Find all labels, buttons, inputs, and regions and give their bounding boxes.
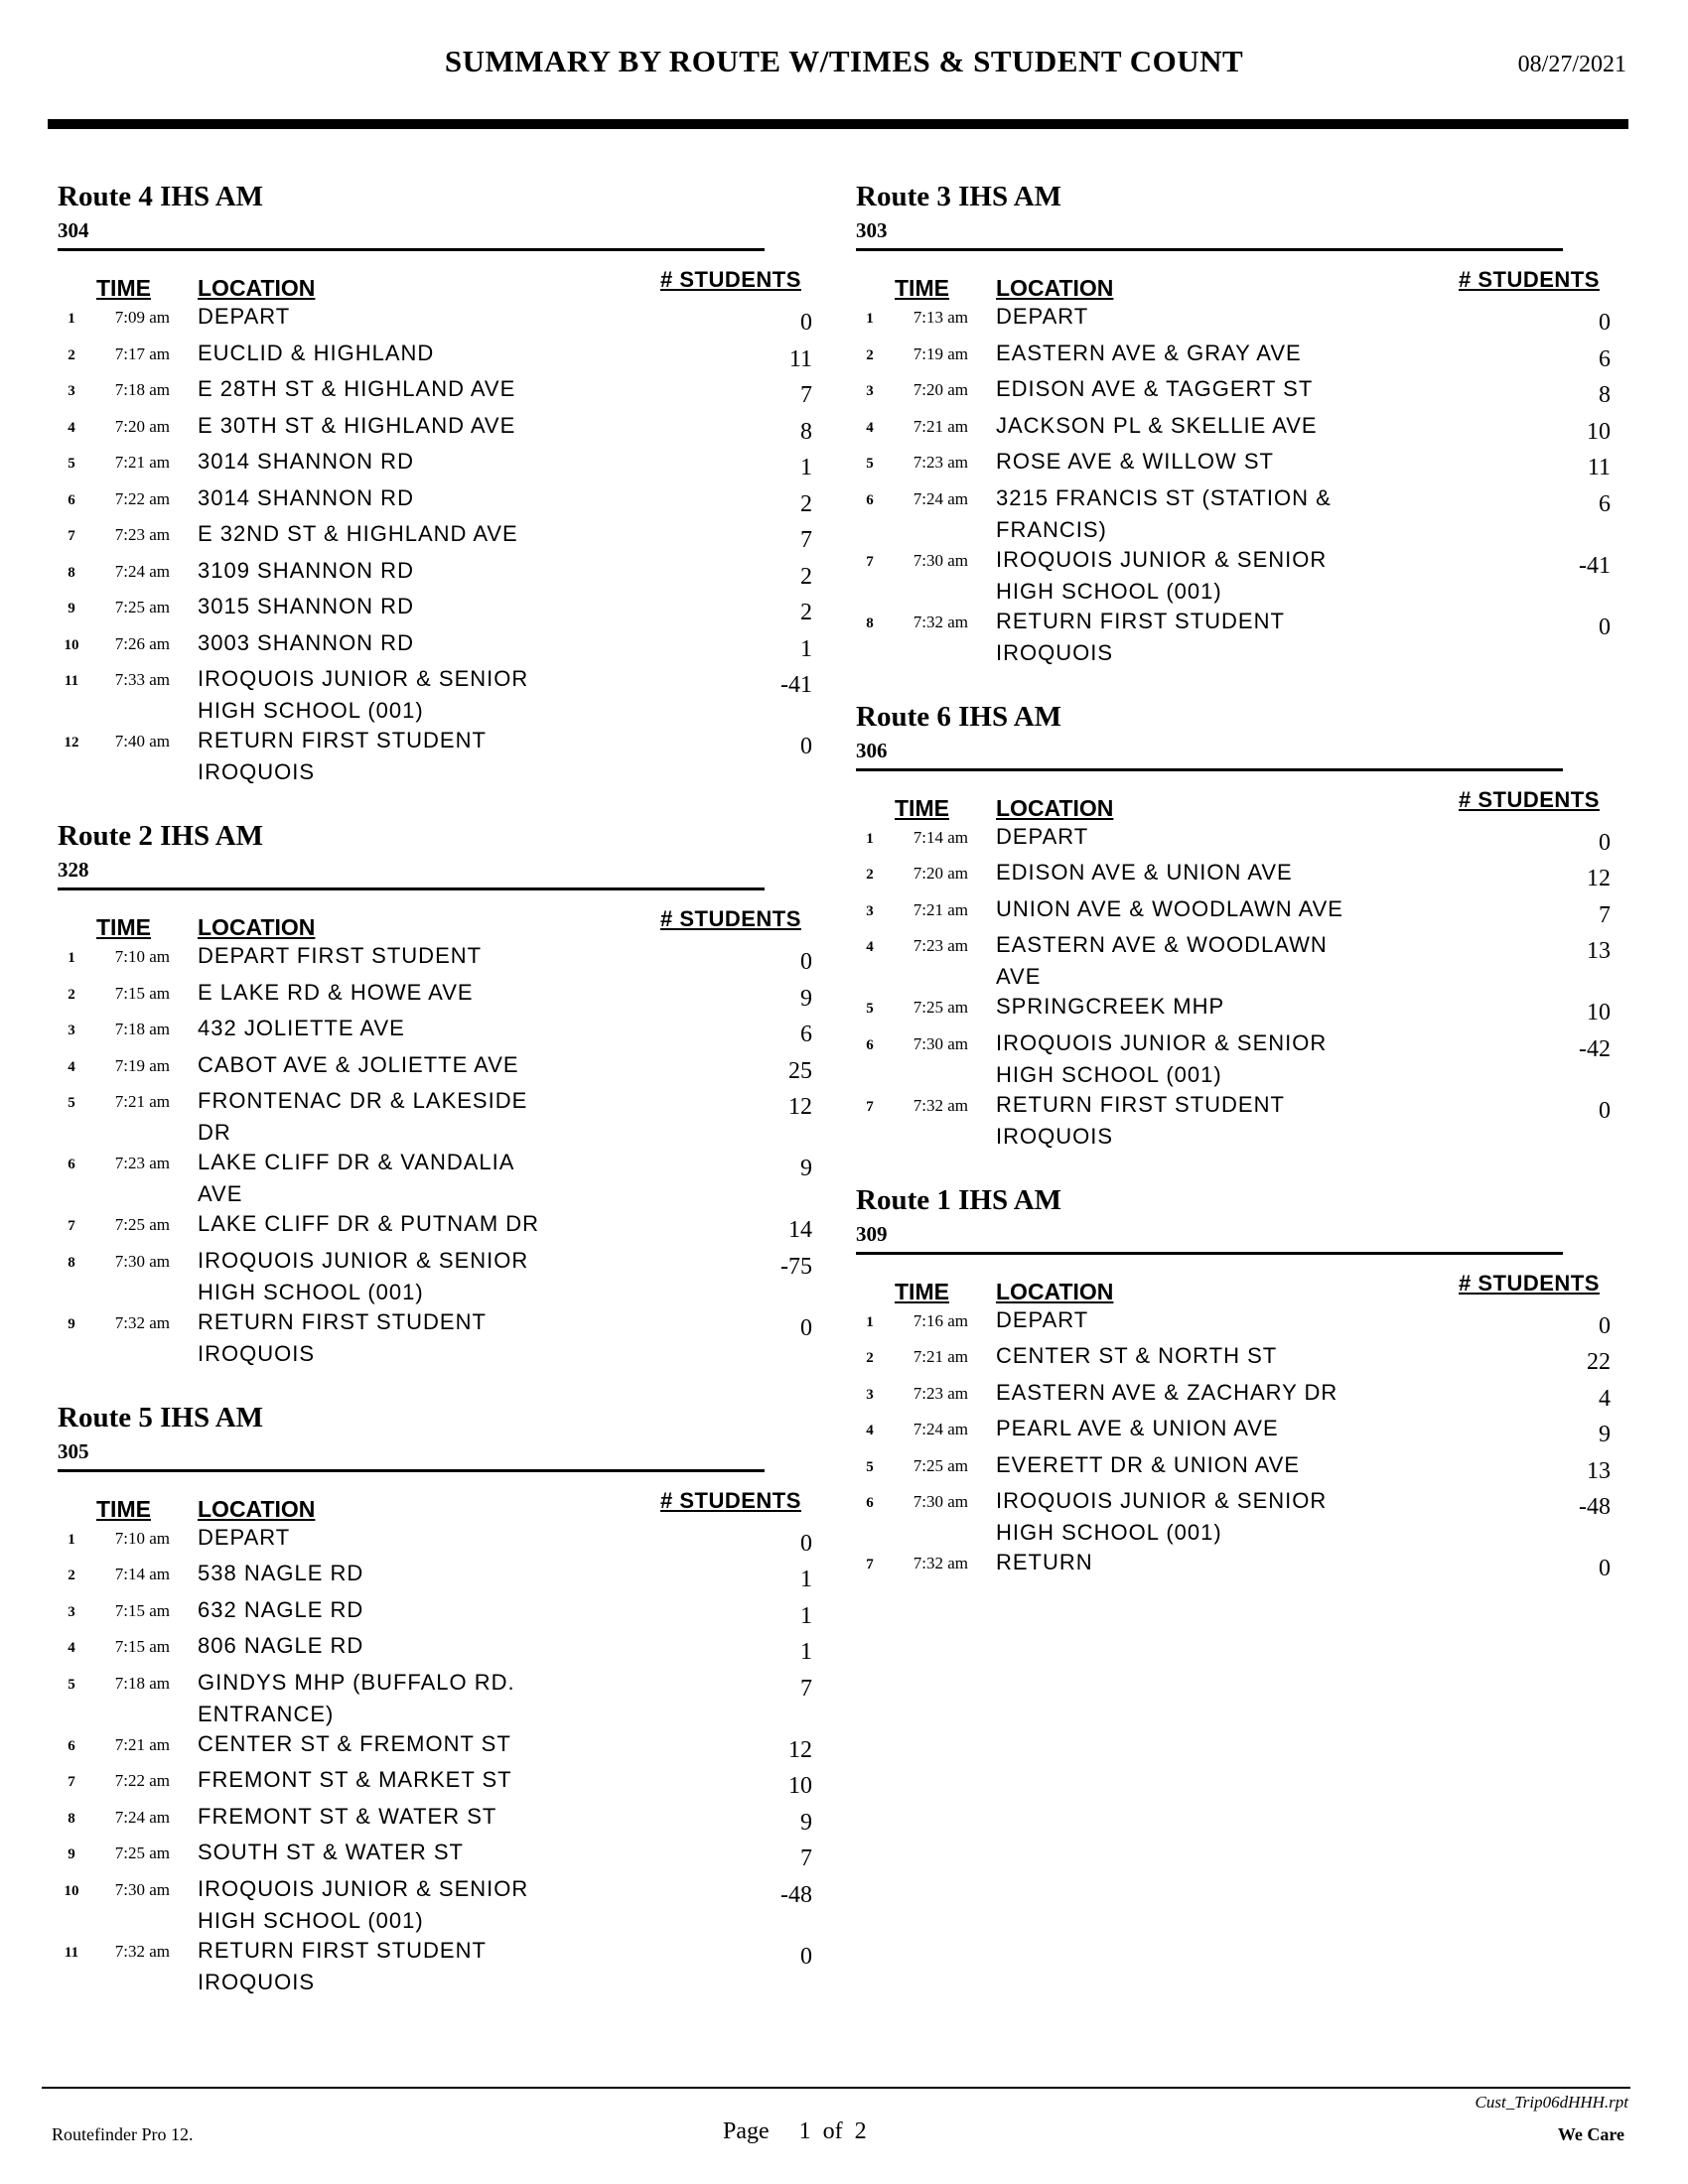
stop-location: EDISON AVE & TAGGERT ST [996, 376, 1314, 401]
stop-students: -42 [1579, 1035, 1611, 1062]
stop-time: 7:15 am [114, 1600, 170, 1620]
stop-time: 7:24 am [114, 1807, 170, 1827]
stop-index: 7 [866, 1098, 874, 1115]
stop-index: 4 [866, 419, 874, 436]
stop-location: EVERETT DR & UNION AVE [996, 1451, 1301, 1477]
stop-index: 7 [866, 1557, 874, 1572]
stop-index: 3 [68, 1023, 75, 1038]
stop-location: FREMONT ST & WATER ST [198, 1803, 497, 1829]
stop-location: LAKE CLIFF DR & VANDALIA AVE [198, 1150, 514, 1206]
stop-location: 432 JOLIETTE AVE [198, 1016, 405, 1040]
route-section [856, 177, 1611, 673]
stop-students: 2 [800, 563, 812, 590]
stop-students: 7 [800, 527, 812, 553]
location-column-header: LOCATION [198, 914, 316, 940]
stop-location: IROQUOIS JUNIOR & SENIOR HIGH SCHOOL (001) [996, 546, 1328, 604]
stop-students: 0 [800, 1314, 812, 1341]
stop-index: 6 [866, 1036, 874, 1053]
stop-students: 1 [800, 1639, 812, 1665]
footer-divider [42, 2087, 1630, 2089]
route-section [58, 177, 812, 792]
stop-location: 3215 FRANCIS ST (STATION & FRANCIS) [996, 484, 1332, 542]
page-indicator: Page 1 of 2 [723, 2118, 867, 2144]
stop-list [58, 1524, 812, 2002]
stop-location: SPRINGCREEK MHP [996, 994, 1225, 1019]
stop-time: 7:19 am [114, 1055, 170, 1075]
stop-students: 12 [788, 1094, 812, 1120]
stop-location: JACKSON PL & SKELLIE AVE [996, 412, 1318, 438]
stop-index: 2 [866, 346, 874, 363]
stop-list [58, 943, 812, 1374]
stop-students: 6 [800, 1022, 812, 1047]
stop-students: 0 [800, 1943, 812, 1970]
table-header [58, 890, 812, 946]
stop-index: 3 [866, 383, 874, 399]
stop-time: 7:33 am [114, 670, 170, 689]
stop-index: 2 [68, 1568, 75, 1583]
stop-location: 3014 SHANNON RD [198, 449, 414, 474]
stop-index: 5 [866, 1458, 874, 1475]
stop-time: 7:25 am [913, 1455, 968, 1475]
students-column-header: # STUDENTS [1459, 1270, 1600, 1296]
stop-index: 9 [68, 1315, 75, 1332]
stop-location: RETURN FIRST STUDENT IROQUOIS [198, 1308, 487, 1366]
route-section [58, 1398, 812, 2002]
stop-students: 10 [1587, 1000, 1611, 1025]
stop-row [58, 1150, 812, 1214]
stop-students: 25 [788, 1057, 812, 1084]
stop-location: DEPART [996, 1306, 1089, 1332]
stop-students: 0 [800, 310, 812, 336]
stop-location: DEPART FIRST STUDENT [198, 943, 483, 968]
stop-index: 6 [866, 1495, 874, 1511]
stop-location: EDISON AVE & UNION AVE [996, 860, 1293, 885]
stop-time: 7:21 am [913, 1347, 968, 1366]
stop-time: 7:40 am [114, 732, 170, 751]
stop-index: 5 [68, 456, 75, 472]
stop-location: E 28TH ST & HIGHLAND AVE [198, 376, 516, 401]
stop-location: 3003 SHANNON RD [198, 629, 414, 655]
stop-index: 6 [866, 491, 874, 508]
stop-index: 4 [866, 939, 874, 955]
stop-index: 11 [64, 1944, 79, 1961]
stop-location: DEPART [198, 1524, 291, 1550]
stop-row [856, 1091, 1611, 1157]
stop-students: 10 [1587, 418, 1611, 445]
stop-time: 7:25 am [913, 998, 968, 1017]
stop-students: 7 [800, 382, 812, 408]
stop-time: 7:09 am [114, 308, 170, 327]
stop-students: -48 [780, 1881, 812, 1908]
stop-index: 10 [64, 1882, 79, 1899]
time-column-header: TIME [895, 275, 949, 301]
stop-row [856, 546, 1611, 612]
stop-location: RETURN FIRST STUDENT IROQUOIS [996, 608, 1285, 665]
stop-time: 7:10 am [114, 947, 170, 966]
stop-location: DEPART [198, 304, 291, 329]
stop-time: 7:30 am [913, 550, 968, 570]
stop-students: 12 [1587, 866, 1611, 891]
stop-location: RETURN FIRST STUDENT IROQUOIS [198, 728, 487, 784]
stop-students: 0 [1599, 829, 1611, 856]
stop-time: 7:23 am [913, 936, 968, 955]
stop-index: 2 [866, 867, 874, 883]
route-number: 309 [856, 1221, 888, 1246]
organization-name: We Care [1557, 2124, 1624, 2144]
stop-time: 7:30 am [913, 1033, 968, 1053]
stop-row [58, 1088, 812, 1153]
stop-time: 7:21 am [913, 416, 968, 436]
stop-students: 10 [788, 1773, 812, 1799]
stop-index: 4 [68, 419, 75, 436]
stop-students: 4 [1599, 1385, 1611, 1412]
stop-time: 7:14 am [114, 1565, 170, 1583]
stop-location: RETURN [996, 1550, 1093, 1574]
stop-location: 3014 SHANNON RD [198, 484, 414, 510]
stop-students: 7 [1599, 901, 1611, 928]
time-column-header: TIME [895, 794, 949, 821]
stop-time: 7:18 am [114, 1020, 170, 1038]
students-column-header: # STUDENTS [660, 1487, 801, 1513]
students-column-header: # STUDENTS [1459, 267, 1600, 292]
stop-students: 0 [1599, 614, 1611, 640]
stop-time: 7:25 am [114, 598, 170, 616]
stop-time: 7:13 am [913, 308, 968, 327]
stop-location: EASTERN AVE & WOODLAWN AVE [996, 932, 1328, 989]
stop-index: 6 [68, 491, 75, 508]
stop-list [856, 304, 1611, 673]
stop-index: 6 [68, 1157, 75, 1172]
stop-list [58, 304, 812, 792]
stop-time: 7:21 am [114, 453, 170, 472]
stop-time: 7:20 am [913, 864, 968, 883]
stop-students: -41 [780, 672, 812, 698]
stop-index: 7 [68, 528, 75, 544]
stop-students: 9 [800, 1809, 812, 1836]
stop-index: 3 [866, 1386, 874, 1403]
route-section [58, 816, 812, 1374]
right-column [856, 177, 1611, 1613]
stop-row [58, 728, 812, 792]
stop-location: CABOT AVE & JOLIETTE AVE [198, 1051, 519, 1077]
stop-students: 9 [1599, 1422, 1611, 1447]
stop-time: 7:23 am [114, 525, 170, 544]
route-number: 303 [856, 218, 888, 242]
table-header [856, 251, 1611, 307]
students-column-header: # STUDENTS [660, 267, 801, 292]
stop-time: 7:24 am [913, 1420, 968, 1438]
stop-time: 7:18 am [114, 380, 170, 399]
stop-location: FREMONT ST & MARKET ST [198, 1767, 512, 1792]
stop-students: 7 [800, 1675, 812, 1702]
stop-students: 0 [1599, 310, 1611, 336]
stop-index: 8 [68, 1810, 75, 1827]
time-column-header: TIME [96, 1495, 151, 1522]
stop-time: 7:14 am [913, 827, 968, 847]
stop-time: 7:24 am [114, 561, 170, 581]
stop-location: 3109 SHANNON RD [198, 557, 414, 583]
stop-time: 7:17 am [114, 343, 170, 363]
report-title: SUMMARY BY ROUTE W/TIMES & STUDENT COUNT [444, 44, 1244, 78]
stop-row [856, 484, 1611, 550]
stop-location: FRONTENAC DR & LAKESIDE DR [198, 1088, 528, 1145]
stop-time: 7:21 am [114, 1734, 170, 1754]
stop-index: 9 [68, 601, 75, 616]
stop-location: 632 NAGLE RD [198, 1596, 364, 1622]
stop-index: 11 [64, 673, 79, 689]
stop-index: 8 [68, 564, 75, 581]
stop-index: 3 [866, 902, 874, 919]
stop-students: 9 [800, 985, 812, 1012]
stop-index: 7 [68, 1774, 75, 1790]
time-column-header: TIME [96, 275, 151, 301]
stop-time: 7:32 am [913, 612, 968, 631]
stop-time: 7:32 am [913, 1554, 968, 1572]
stop-location: CENTER ST & FREMONT ST [198, 1730, 511, 1756]
stop-time: 7:19 am [913, 343, 968, 363]
stop-row [856, 1029, 1611, 1095]
stop-row [856, 932, 1611, 997]
stop-index: 3 [68, 1603, 75, 1620]
route-section [856, 697, 1611, 1157]
stop-index: 8 [866, 614, 874, 631]
stop-time: 7:26 am [114, 633, 170, 653]
stop-time: 7:22 am [114, 1771, 170, 1790]
stop-students: 8 [800, 418, 812, 445]
route-number: 304 [58, 218, 89, 242]
table-header [856, 771, 1611, 827]
stop-students: 6 [1599, 345, 1611, 372]
stop-time: 7:23 am [114, 1154, 170, 1172]
location-column-header: LOCATION [996, 275, 1114, 301]
stop-row [856, 1488, 1611, 1553]
stop-students: 14 [788, 1217, 812, 1243]
stop-students: 9 [800, 1156, 812, 1181]
stop-location: EUCLID & HIGHLAND [198, 340, 435, 365]
stop-location: E 32ND ST & HIGHLAND AVE [198, 521, 518, 546]
stop-location: RETURN FIRST STUDENT IROQUOIS [996, 1091, 1285, 1149]
stop-students: 0 [800, 1530, 812, 1557]
stop-location: LAKE CLIFF DR & PUTNAM DR [198, 1211, 540, 1236]
route-title: Route 3 IHS AM [856, 181, 1062, 212]
stop-time: 7:30 am [913, 1492, 968, 1511]
stop-students: -75 [780, 1253, 812, 1280]
stop-index: 5 [866, 1001, 874, 1017]
stop-row [58, 666, 812, 731]
location-column-header: LOCATION [996, 794, 1114, 821]
stop-students: 13 [1587, 938, 1611, 964]
stop-location: IROQUOIS JUNIOR & SENIOR HIGH SCHOOL (001) [198, 666, 529, 723]
stop-time: 7:25 am [114, 1215, 170, 1234]
stop-index: 12 [64, 735, 79, 751]
stop-index: 2 [68, 346, 75, 363]
stop-students: 22 [1587, 1349, 1611, 1375]
stop-list [856, 823, 1611, 1157]
stop-time: 7:21 am [114, 1092, 170, 1111]
stop-location: IROQUOIS JUNIOR & SENIOR HIGH SCHOOL (001) [996, 1029, 1328, 1087]
stop-students: 11 [1587, 455, 1611, 480]
stop-time: 7:15 am [114, 1637, 170, 1656]
stop-students: 2 [800, 490, 812, 517]
stop-time: 7:23 am [913, 1383, 968, 1403]
stop-location: SOUTH ST & WATER ST [198, 1840, 464, 1864]
stop-row [856, 1550, 1611, 1589]
stop-location: 806 NAGLE RD [198, 1633, 364, 1658]
students-column-header: # STUDENTS [660, 906, 801, 931]
stop-location: 3015 SHANNON RD [198, 594, 414, 618]
stop-time: 7:21 am [913, 899, 968, 919]
location-column-header: LOCATION [198, 275, 316, 301]
stop-index: 4 [866, 1423, 874, 1438]
stop-row [58, 1247, 812, 1312]
stop-index: 10 [64, 636, 79, 653]
stop-location: EASTERN AVE & ZACHARY DR [996, 1379, 1338, 1405]
table-header [856, 1255, 1611, 1310]
stop-location: GINDYS MHP (BUFFALO RD. ENTRANCE) [198, 1669, 515, 1726]
stop-students: 0 [1599, 1556, 1611, 1581]
stop-time: 7:18 am [114, 1673, 170, 1693]
stop-students: 1 [800, 455, 812, 480]
stop-students: -41 [1579, 552, 1611, 579]
route-title: Route 4 IHS AM [58, 181, 264, 212]
stop-students: 1 [800, 1567, 812, 1592]
route-number: 306 [856, 738, 888, 762]
software-name: Routefinder Pro 12. [52, 2124, 194, 2144]
stop-location: ROSE AVE & WILLOW ST [996, 449, 1274, 474]
stop-index: 8 [68, 1254, 75, 1271]
stop-students: 8 [1599, 382, 1611, 408]
stop-time: 7:20 am [114, 416, 170, 436]
stop-time: 7:32 am [114, 1312, 170, 1332]
stop-row [58, 1937, 812, 2002]
stop-students: 0 [800, 949, 812, 975]
stop-index: 7 [866, 553, 874, 570]
stop-index: 4 [68, 1058, 75, 1075]
route-number: 328 [58, 858, 89, 882]
stop-index: 5 [68, 1676, 75, 1693]
stop-location: DEPART [996, 823, 1089, 849]
time-column-header: TIME [96, 914, 151, 940]
stop-students: 2 [800, 600, 812, 625]
stop-students: 1 [800, 1602, 812, 1629]
report-date: 08/27/2021 [1517, 52, 1626, 77]
stop-index: 2 [68, 986, 75, 1003]
stop-index: 1 [68, 311, 75, 327]
stop-time: 7:24 am [913, 488, 968, 508]
table-header [58, 251, 812, 307]
stop-students: 13 [1587, 1457, 1611, 1484]
stop-index: 1 [68, 1531, 75, 1548]
stop-list [856, 1306, 1611, 1589]
stop-time: 7:15 am [114, 983, 170, 1003]
stop-index: 6 [68, 1737, 75, 1754]
stop-location: EASTERN AVE & GRAY AVE [996, 340, 1302, 365]
stop-location: IROQUOIS JUNIOR & SENIOR HIGH SCHOOL (001) [996, 1488, 1328, 1545]
stop-time: 7:10 am [114, 1528, 170, 1548]
stop-students: 1 [800, 635, 812, 662]
route-title: Route 5 IHS AM [58, 1401, 264, 1433]
stop-time: 7:30 am [114, 1879, 170, 1899]
stop-location: E LAKE RD & HOWE AVE [198, 979, 474, 1005]
time-column-header: TIME [895, 1278, 949, 1304]
route-title: Route 6 IHS AM [856, 700, 1062, 733]
stop-index: 5 [68, 1095, 75, 1111]
stop-time: 7:32 am [913, 1095, 968, 1115]
stop-row [58, 1669, 812, 1734]
stop-row [58, 1308, 812, 1374]
stop-time: 7:23 am [913, 453, 968, 472]
header-divider [48, 119, 1628, 129]
stop-time: 7:30 am [114, 1251, 170, 1271]
stop-index: 1 [866, 830, 874, 847]
left-column [58, 177, 812, 2026]
stop-students: 6 [1599, 490, 1611, 517]
stop-students: 11 [788, 345, 812, 372]
stop-index: 5 [866, 456, 874, 472]
stop-students: 12 [788, 1736, 812, 1763]
stop-time: 7:20 am [913, 380, 968, 399]
stop-students: 0 [800, 734, 812, 759]
stop-time: 7:32 am [114, 1941, 170, 1961]
stop-location: CENTER ST & NORTH ST [996, 1343, 1278, 1368]
stop-location: RETURN FIRST STUDENT IROQUOIS [198, 1937, 487, 1994]
stop-row [856, 608, 1611, 673]
report-filename: Cust_Trip06dHHH.rpt [1475, 2093, 1628, 2112]
stop-index: 1 [866, 1313, 874, 1330]
stop-time: 7:25 am [114, 1843, 170, 1862]
stop-location: E 30TH ST & HIGHLAND AVE [198, 412, 516, 438]
stop-location: 538 NAGLE RD [198, 1561, 364, 1585]
table-header [58, 1472, 812, 1528]
stop-index: 7 [68, 1218, 75, 1234]
location-column-header: LOCATION [198, 1495, 316, 1522]
route-title: Route 1 IHS AM [856, 1183, 1062, 1216]
stop-location: IROQUOIS JUNIOR & SENIOR HIGH SCHOOL (001) [198, 1247, 529, 1304]
stop-index: 1 [866, 311, 874, 327]
stop-time: 7:22 am [114, 488, 170, 508]
stop-students: 7 [800, 1845, 812, 1871]
stop-index: 2 [866, 1350, 874, 1366]
route-number: 305 [58, 1438, 89, 1463]
stop-location: DEPART [996, 304, 1089, 329]
location-column-header: LOCATION [996, 1278, 1114, 1304]
stop-row [58, 1875, 812, 1941]
stop-students: 0 [1599, 1312, 1611, 1339]
stop-location: IROQUOIS JUNIOR & SENIOR HIGH SCHOOL (001) [198, 1875, 529, 1933]
stop-index: 9 [68, 1846, 75, 1862]
stop-index: 1 [68, 950, 75, 966]
stop-location: PEARL AVE & UNION AVE [996, 1416, 1279, 1440]
stop-location: UNION AVE & WOODLAWN AVE [996, 895, 1343, 921]
students-column-header: # STUDENTS [1459, 786, 1600, 812]
stop-index: 4 [68, 1640, 75, 1656]
stop-index: 3 [68, 383, 75, 399]
stop-students: 0 [1599, 1097, 1611, 1124]
route-section [856, 1180, 1611, 1589]
stop-students: -48 [1579, 1494, 1611, 1520]
stop-time: 7:16 am [913, 1310, 968, 1330]
route-title: Route 2 IHS AM [58, 820, 264, 852]
